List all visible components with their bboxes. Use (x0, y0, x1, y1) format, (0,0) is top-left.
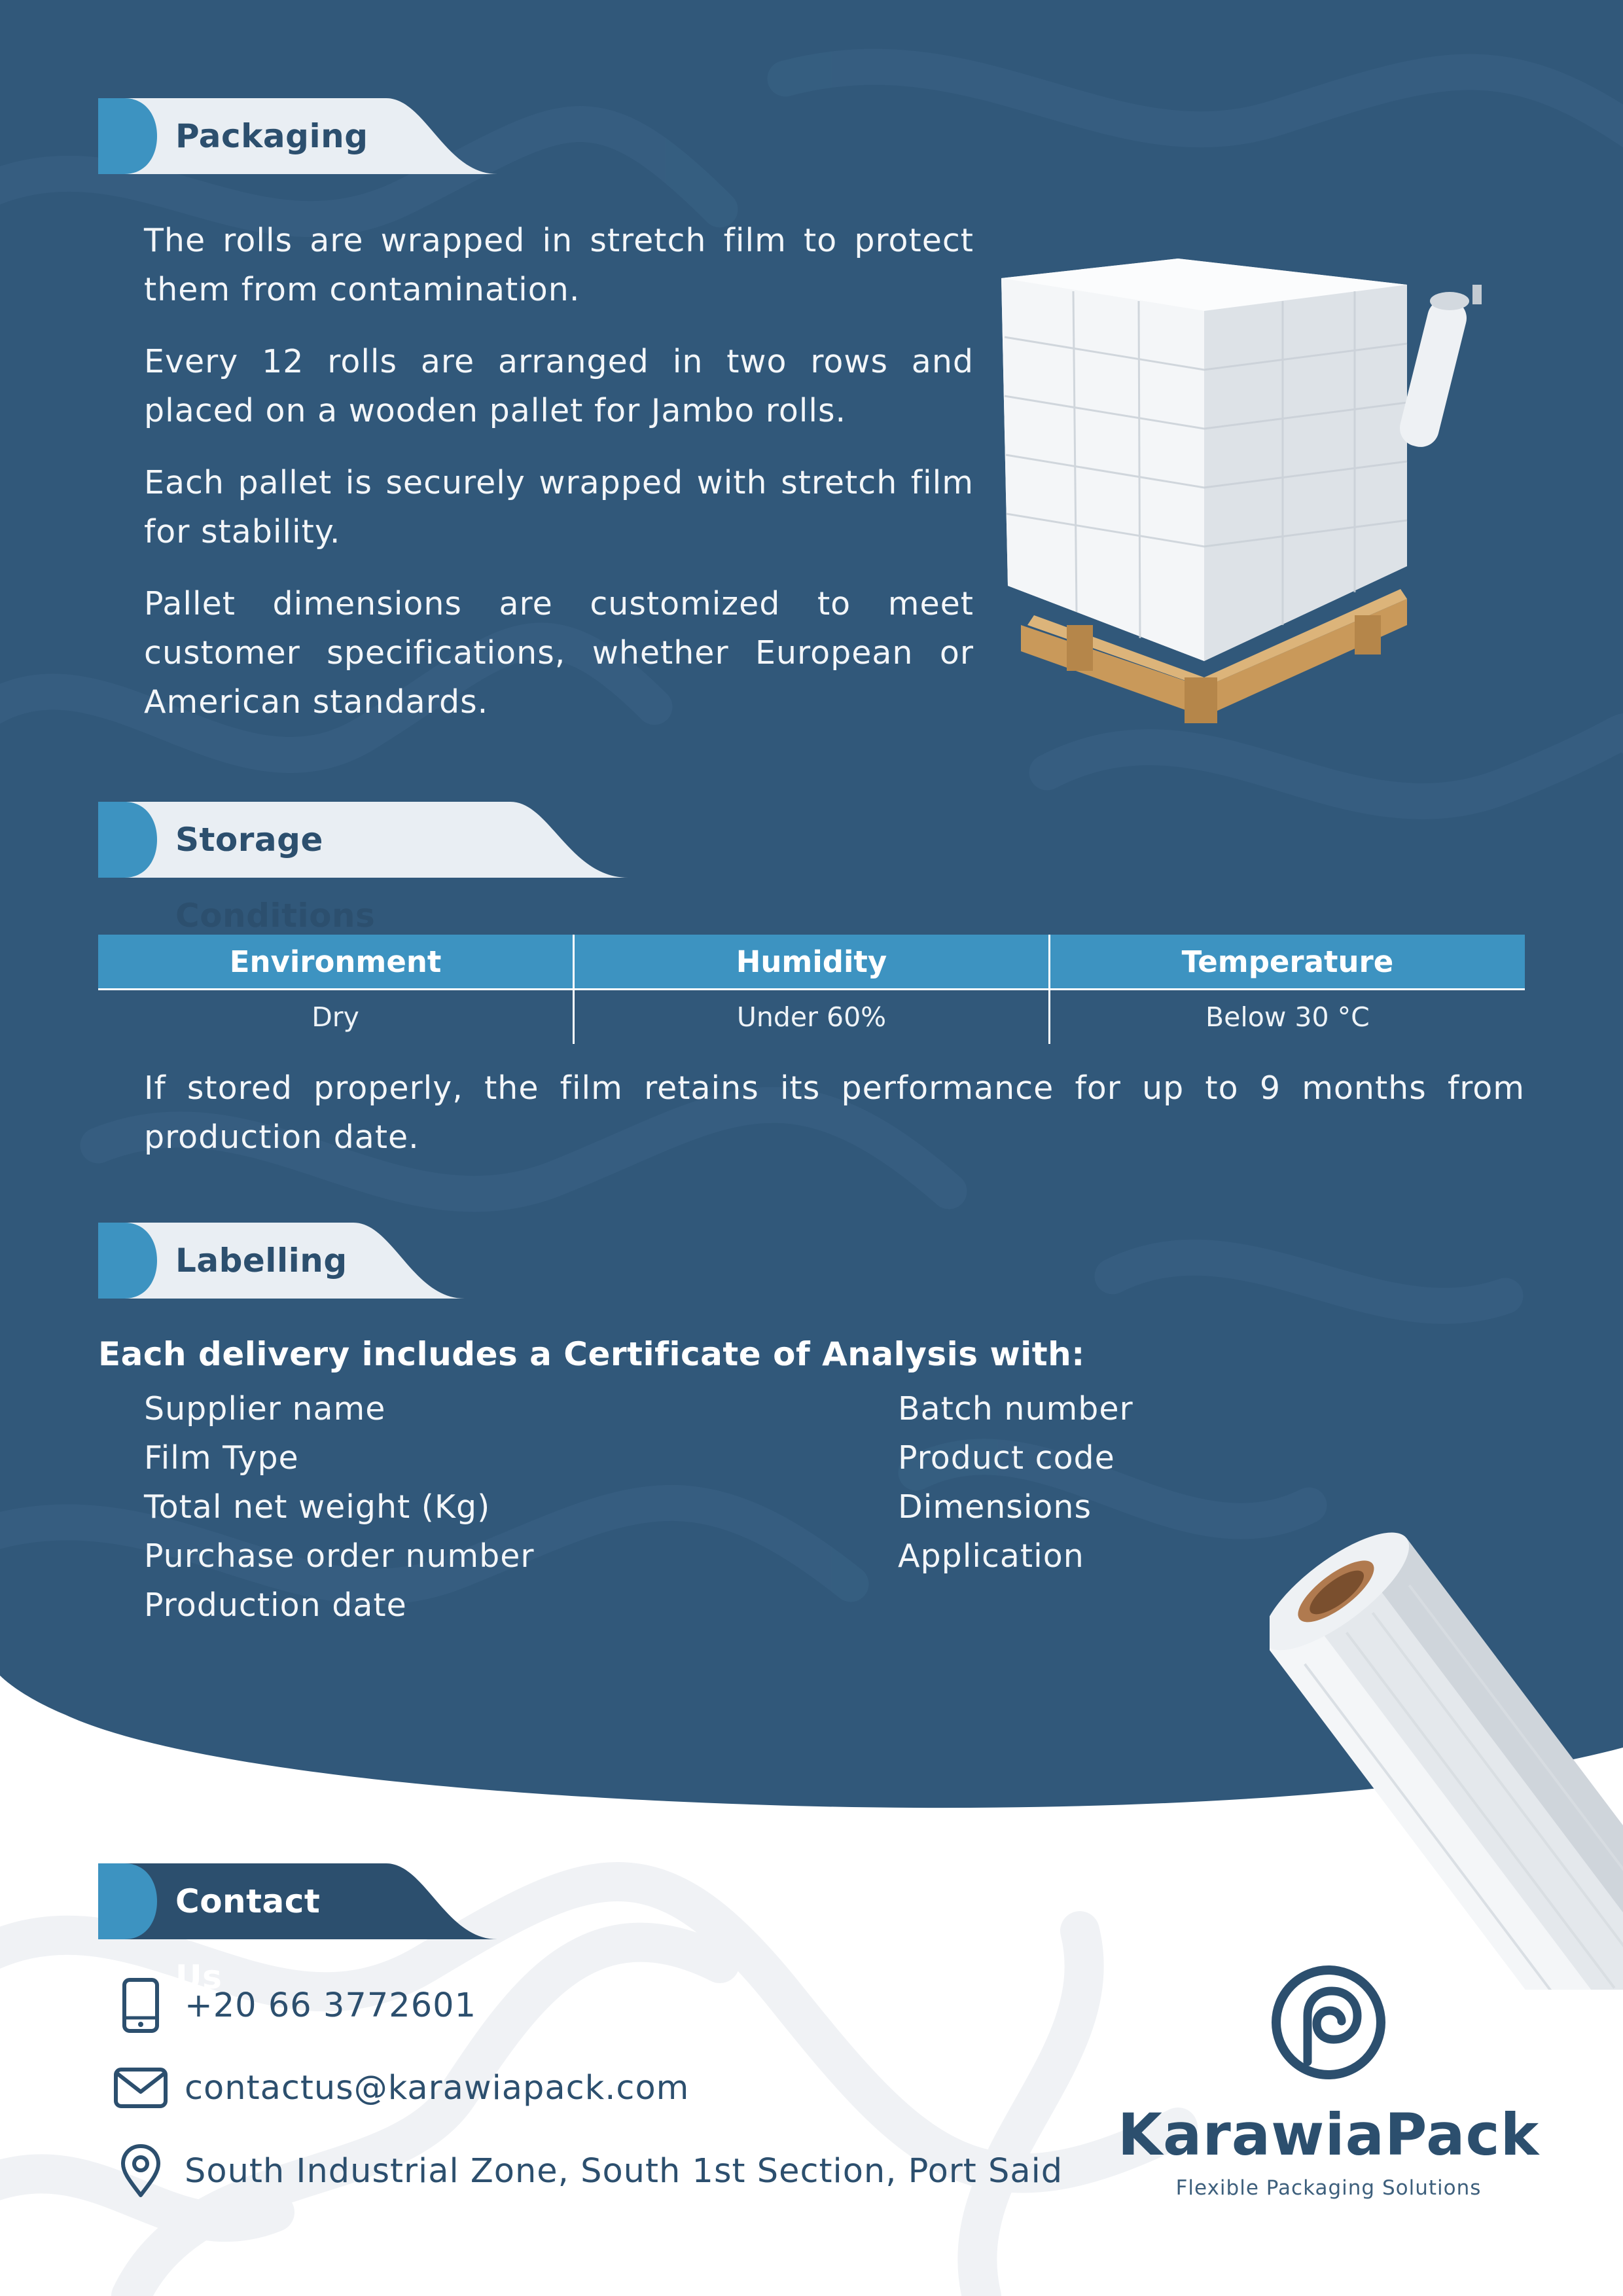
column-header-temperature: Temperature (1049, 935, 1525, 990)
list-item: Batch number (898, 1390, 1133, 1427)
list-item: Application (898, 1537, 1084, 1575)
brand-tagline: Flexible Packaging Solutions (1175, 2176, 1482, 2200)
brand-logo (1113, 1964, 1544, 2212)
brand-name: KarawiaPack (1117, 2101, 1540, 2168)
phone-icon (113, 1977, 169, 2034)
storage-conditions-table (98, 935, 1525, 1044)
storage-note: If stored properly, the film retains its performance for up to 9 months from production date. (144, 1069, 1525, 1156)
labelling-intro: Each delivery includes a Certificate of Analysis with: (98, 1335, 1085, 1373)
certificate-items-right (898, 1384, 1133, 1581)
list-item: Product code (898, 1439, 1115, 1477)
wrapped-pallet-image (988, 259, 1531, 730)
contact-address: South Industrial Zone, South 1st Section, Port Said (185, 2151, 1063, 2191)
contact-address-row (113, 2138, 1063, 2204)
cell-temperature: Below 30 °C (1049, 990, 1525, 1045)
stretch-film-roll (1396, 285, 1482, 451)
packaging-paragraph-2: Every 12 rolls are arranged in two rows and placed on a wooden pallet for Jambo rolls. (144, 343, 974, 429)
table-header-row (98, 935, 1525, 990)
section-heading-labelling: Labelling (175, 1242, 348, 1280)
section-heading-packaging: Packaging (175, 117, 368, 155)
contact-phone[interactable]: +20 66 3772601 (185, 1986, 477, 2025)
column-header-environment: Environment (98, 935, 574, 990)
cell-humidity: Under 60% (574, 990, 1050, 1045)
cell-environment: Dry (98, 990, 574, 1045)
mail-icon (113, 2060, 169, 2116)
section-heading-storage: Storage Conditions (175, 821, 376, 935)
list-item: Total net weight (Kg) (144, 1488, 491, 1526)
list-item: Film Type (144, 1439, 299, 1477)
list-item: Dimensions (898, 1488, 1092, 1526)
packaging-paragraph-1: The rolls are wrapped in stretch film to protect them from contamination. (144, 222, 974, 308)
column-header-humidity: Humidity (574, 935, 1050, 990)
table-row (98, 990, 1525, 1045)
contact-email-row (113, 2055, 689, 2121)
certificate-items-left (144, 1384, 535, 1630)
section-heading-contact: Contact Us (175, 1882, 321, 1996)
contact-phone-row (113, 1973, 476, 2038)
contact-email[interactable]: contactus@karawiapack.com (185, 2068, 690, 2108)
list-item: Purchase order number (144, 1537, 535, 1575)
packaging-paragraph-4: Pallet dimensions are customized to meet customer specifications, whether European or American standards. (144, 585, 974, 721)
list-item: Supplier name (144, 1390, 386, 1427)
packaging-paragraph-3: Each pallet is securely wrapped with stretch film for stability. (144, 464, 974, 550)
list-item: Production date (144, 1587, 407, 1624)
location-pin-icon (113, 2143, 169, 2199)
stretch-film-roll-image (1270, 1518, 1623, 1990)
logo-mark-icon (1270, 1964, 1387, 2081)
